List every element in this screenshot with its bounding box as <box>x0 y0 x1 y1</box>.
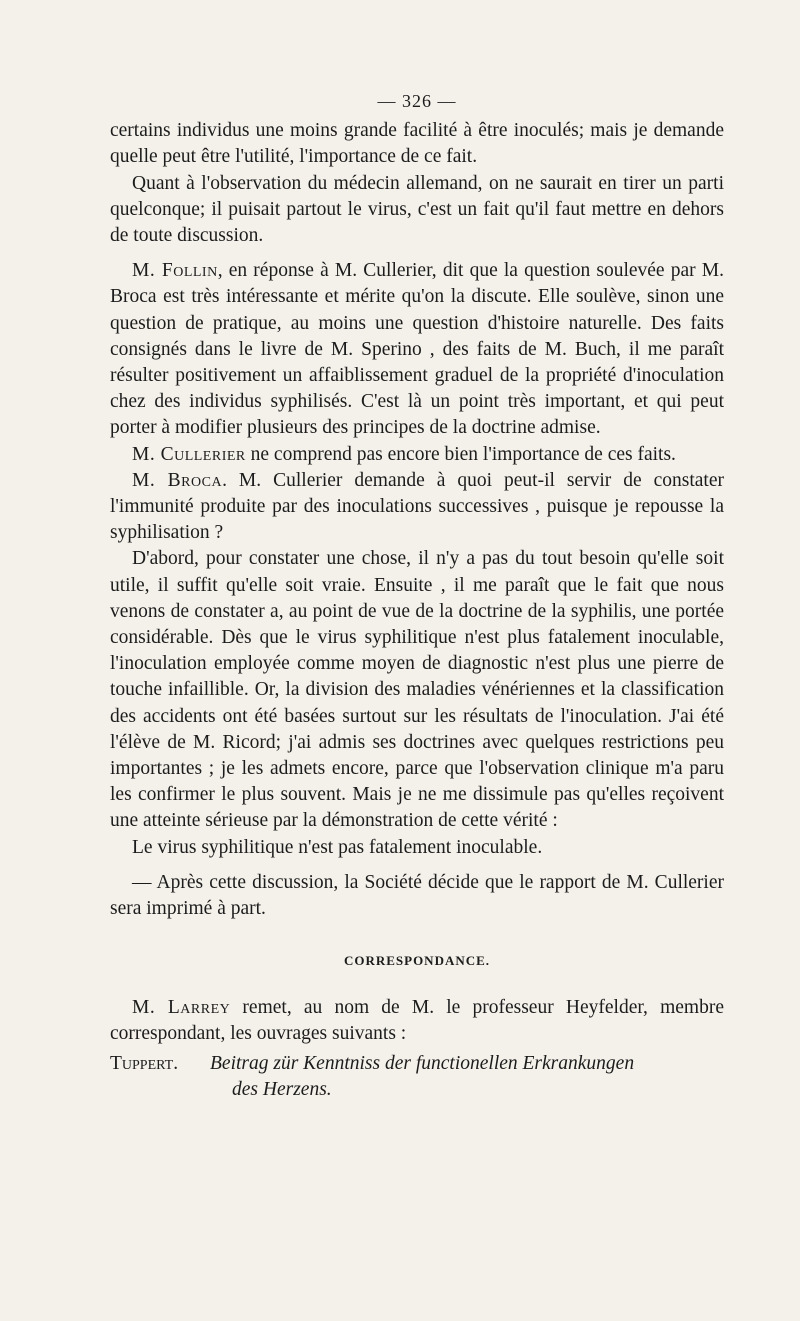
paragraph: certains individus une moins grande facilité à être inoculés; mais je demande quelle peut être l'utilité, l'importance de ce fait. <box>110 120 724 168</box>
reference-entry <box>110 1051 724 1103</box>
speaker-name: M. Broca <box>132 469 223 491</box>
broca-paragraph <box>110 468 724 547</box>
paragraph: Quant à l'observation du médecin allemand, on ne saurait en tirer un parti quelconque; il puisait partout le virus, c'est un fait qu'il faut mettre en dehors de toute discussion. <box>110 172 724 247</box>
page-number: — 326 — <box>377 91 457 111</box>
decision-paragraph: — Après cette discussion, la Société décide que le rapport de M. Cullerier sera imprimé à part. <box>110 871 724 920</box>
paragraph: Le virus syphilitique n'est pas fatalement inoculable. <box>132 836 543 858</box>
reference-title-line: Beitrag zür Kenntniss der functionellen Erkrankungen <box>210 1052 635 1074</box>
paragraph-text: remet, au nom de M. le professeur Heyfelder, membre correspondant, les ouvrages suivants : <box>110 996 724 1044</box>
speaker-name: M. Cullerier <box>132 443 246 465</box>
paragraph: D'abord, pour constater une chose, il n'y a pas du tout besoin qu'elle soit utile, il suffit qu'elle soit vraie. Ensuite , il me paraît que le fait que nous venons de constater a, au point de vue de la doctrine de la syphilis, une portée considérable. Dès que le virus syphilitique n'est plus fatalement inoculable, l'inoculation employée comme moyen de diagnostic n'est plus une pierre de touche infaillible. Or, la division des maladies vénériennes et la classification des accidents ont été basées surtout sur les résultats de l'inoculation. J'ai été l'élève de M. Ricord; j'ai admis ses doctrines avec quelques restrictions peu importantes ; je les admets encore, parce que l'observation clinique m'a paru les confirmer le plus souvent. Mais je ne me dissimule pas qu'elles reçoivent une atteinte sérieuse par la démonstration de cette vérité : <box>110 548 724 832</box>
paragraph-text: . M. Cullerier demande à quoi peut-il servir de constater l'immunité produite par des inoculations successives , puisque je repousse la syphilisation ? <box>110 469 724 544</box>
reference-title-line: des Herzens. <box>232 1079 332 1101</box>
follin-paragraph <box>110 258 724 441</box>
document-page <box>110 88 724 1103</box>
speaker-name: M. Larrey <box>132 996 231 1018</box>
paragraph-text: , en réponse à M. Cullerier, dit que la question soulevée par M. Broca est très intéressante et mérite qu'on la discute. Elle soulève, sinon une question de pratique, au moins une question d'histoire naturelle. Des faits consignés dans le livre de M. Sperino , des faits de M. Buch, il me paraît résulter positivement un affaiblissement graduel de la propriété d'inoculation chez des individus syphilisés. C'est là un point très important, et qui peut porter à modifier plusieurs des principes de la doctrine admise. <box>110 260 724 439</box>
reference-title <box>210 1051 724 1103</box>
larrey-paragraph <box>110 995 724 1047</box>
reference-author: Tuppert. <box>110 1052 179 1074</box>
speaker-name: M. Follin <box>132 260 218 282</box>
paragraph-text: ne comprend pas encore bien l'importance de ces faits. <box>245 443 676 465</box>
section-heading: CORRESPONDANCE. <box>343 953 491 969</box>
cullerier-paragraph <box>110 442 724 468</box>
